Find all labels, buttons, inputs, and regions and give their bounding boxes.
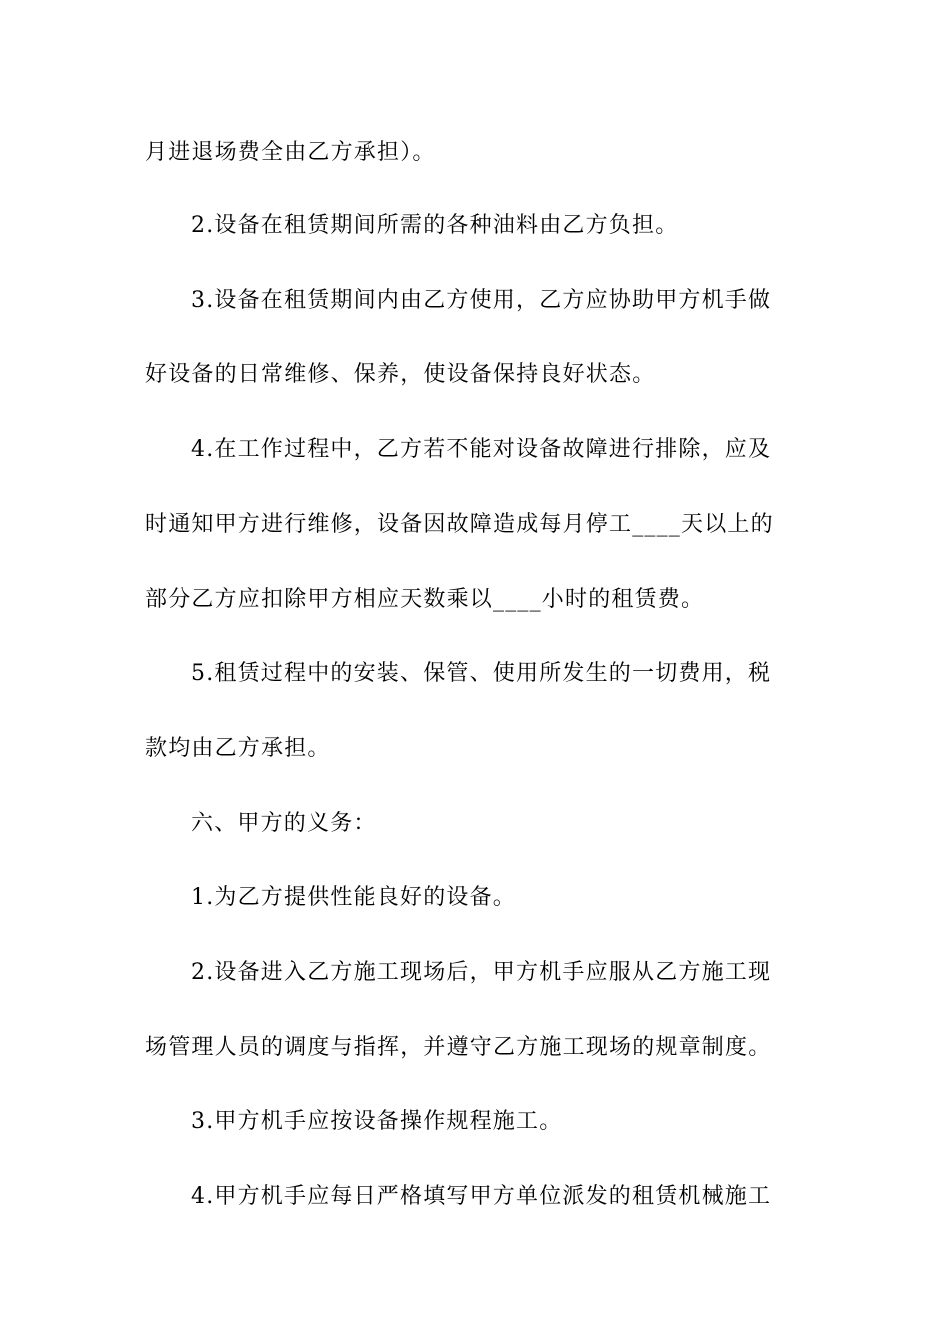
text-line-7: 部分乙方应扣除甲方相应天数乘以____小时的租赁费。 xyxy=(145,587,705,612)
text-line-14: 3.甲方机手应按设备操作规程施工。 xyxy=(191,1109,563,1134)
text-line-2: 2.设备在租赁期间所需的各种油料由乙方负担。 xyxy=(191,213,679,238)
text-line-8: 5.租赁过程中的安装、保管、使用所发生的一切费用，税 xyxy=(191,661,772,686)
text-line-15: 4.甲方机手应每日严格填写甲方单位派发的租赁机械施工 xyxy=(191,1184,772,1209)
section-heading: 六、甲方的义务： xyxy=(191,811,377,836)
text-line-9: 款均由乙方承担。 xyxy=(145,736,331,761)
text-line-12: 2.设备进入乙方施工现场后，甲方机手应服从乙方施工现 xyxy=(191,960,772,985)
text-line-6: 时通知甲方进行维修，设备因故障造成每月停工____天以上的 xyxy=(145,512,774,537)
text-line-1: 月进退场费全由乙方承担）。 xyxy=(145,140,436,165)
text-line-3: 3.设备在租赁期间内由乙方使用，乙方应协助甲方机手做 xyxy=(191,288,772,313)
text-line-4: 好设备的日常维修、保养，使设备保持良好状态。 xyxy=(145,362,656,387)
text-line-11: 1.为乙方提供性能良好的设备。 xyxy=(191,885,516,910)
text-line-13: 场管理人员的调度与指挥，并遵守乙方施工现场的规章制度。 xyxy=(145,1035,772,1060)
text-line-5: 4.在工作过程中，乙方若不能对设备故障进行排除，应及 xyxy=(191,437,772,462)
